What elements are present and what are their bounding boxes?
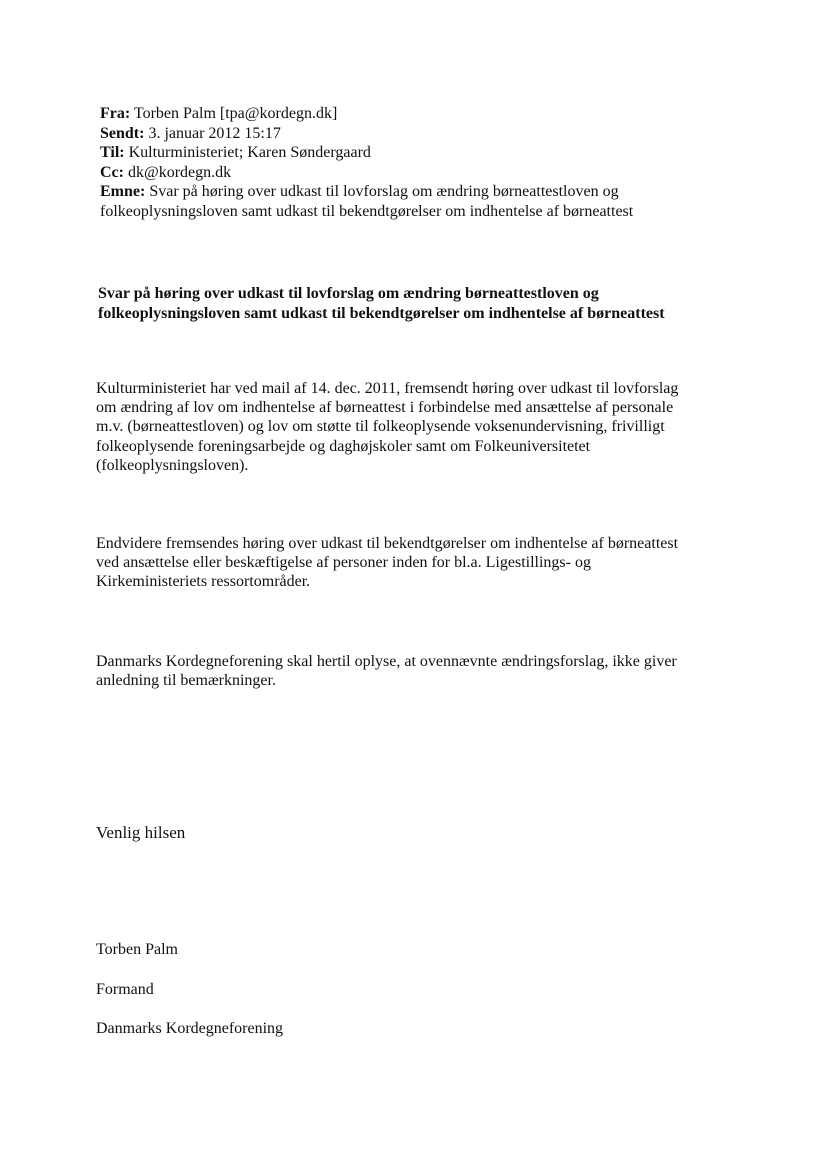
paragraph-3-line: anledning til bemærkninger.	[96, 672, 276, 690]
header-subject-row	[100, 182, 740, 202]
paragraph-1-line: om ændring af lov om indhentelse af børneattest i forbindelse med ansættelse af personale	[96, 399, 674, 417]
paragraph-1	[96, 379, 756, 475]
paragraph-2	[96, 534, 756, 592]
header-to-row	[100, 143, 740, 163]
paragraph-1-line: m.v. (børneattestloven) og lov om støtte til folkeoplysende voksenundervisning, frivilligt	[96, 418, 665, 436]
subject-value-line1: Svar på høring over udkast til lovforslag om ændring børneattestloven og	[149, 183, 619, 200]
sent-label: Sendt:	[100, 124, 145, 142]
title-line-1: Svar på høring over udkast til lovforslag om ændring børneattestloven og	[98, 285, 599, 302]
email-header	[100, 104, 740, 221]
paragraph-2-line: Kirkeministeriets ressortområder.	[96, 573, 311, 591]
closing-greeting: Venlig hilsen	[96, 823, 186, 842]
paragraph-1-line: Kulturministeriet har ved mail af 14. dec. 2011, fremsendt høring over udkast til lovforslag	[96, 380, 679, 397]
header-cc-row	[100, 163, 740, 183]
subject-label: Emne:	[100, 183, 146, 200]
signature-role: Formand	[96, 981, 154, 998]
signature-name: Torben Palm	[96, 941, 178, 958]
title-line-2: folkeoplysningsloven samt udkast til bekendtgørelser om indhentelse af børneattest	[98, 305, 665, 322]
paragraph-1-line: (folkeoplysningsloven).	[96, 456, 249, 474]
to-value: Kulturministeriet; Karen Søndergaard	[128, 144, 371, 161]
header-from-row	[100, 104, 740, 124]
header-subject-row-continued	[100, 202, 740, 222]
from-label: Fra:	[100, 105, 131, 122]
cc-label: Cc:	[100, 163, 124, 181]
header-sent-row	[100, 124, 740, 144]
paragraph-3	[96, 652, 756, 690]
sent-value: 3. januar 2012 15:17	[148, 124, 281, 142]
document-title	[98, 284, 758, 324]
to-label: Til:	[100, 144, 125, 161]
paragraph-2-line: Endvidere fremsendes høring over udkast til bekendtgørelser om indhentelse af børneattest	[96, 535, 679, 552]
paragraph-2-line: ved ansættelse eller beskæftigelse af personer inden for bl.a. Ligestillings- og	[96, 554, 591, 572]
from-value: Torben Palm [tpa@kordegn.dk]	[133, 105, 338, 122]
paragraph-3-line: Danmarks Kordegneforening skal hertil oplyse, at ovennævnte ændringsforslag, ikke giver	[96, 653, 677, 670]
paragraph-1-line: folkeoplysende foreningsarbejde og daghøjskoler samt om Folkeuniversitetet	[96, 437, 591, 455]
subject-value-line2: folkeoplysningsloven samt udkast til bekendtgørelser om indhentelse af børneattest	[100, 202, 634, 220]
cc-value: dk@kordegn.dk	[127, 163, 232, 181]
signature-organization: Danmarks Kordegneforening	[96, 1020, 284, 1037]
